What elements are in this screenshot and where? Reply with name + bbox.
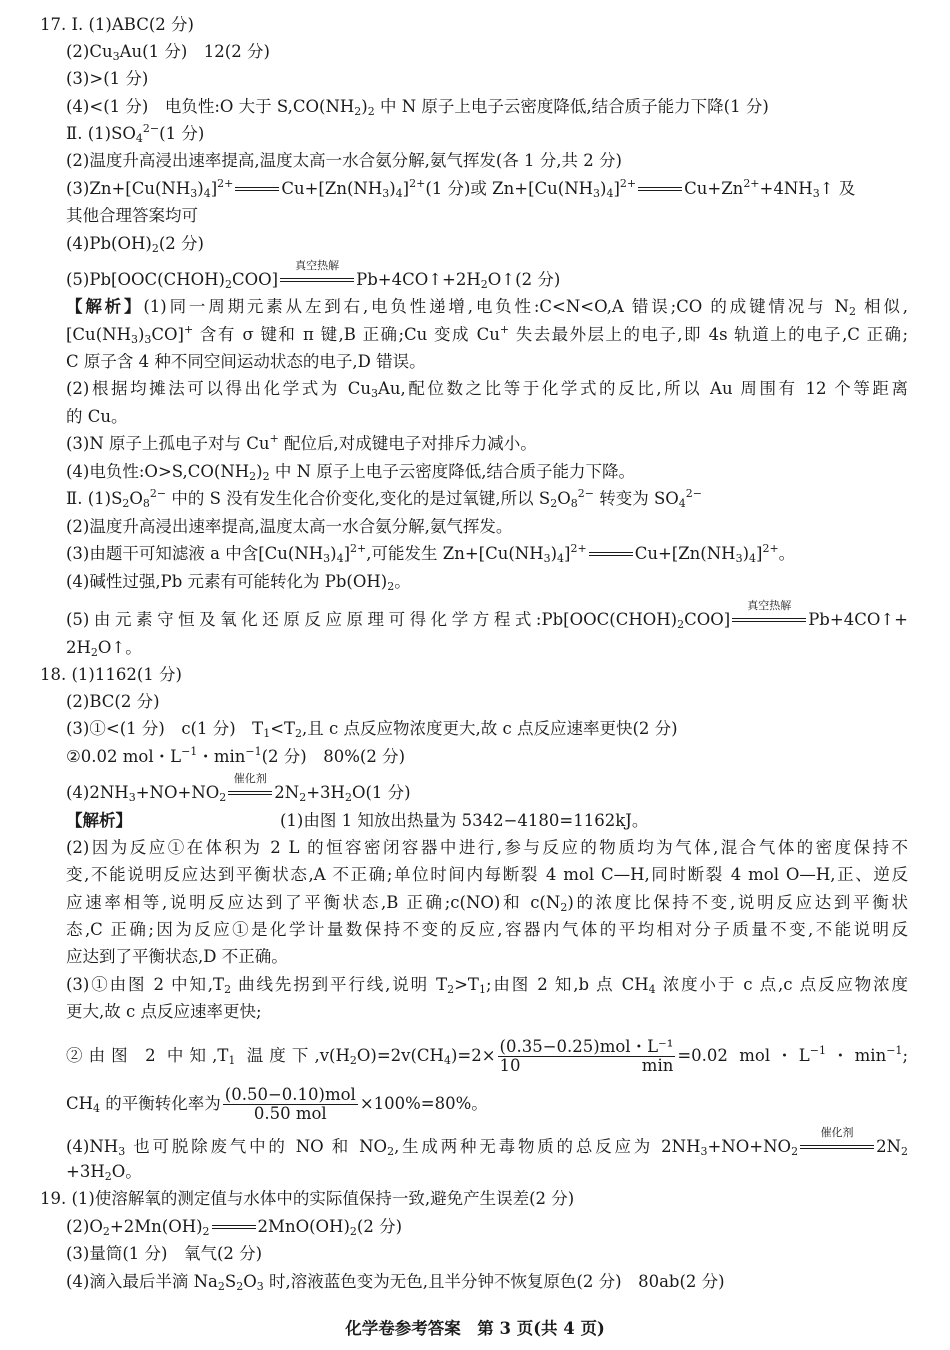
reaction-arrow: 真空热解 (280, 276, 354, 286)
q17-line-8: 其他合理答案均可 (66, 206, 198, 225)
q18-analysis-line-3: 变,不能说明反应达到平衡状态,A 不正确;单位时间内每断裂 4 mol C—H,同时断裂 4 mol O—H,正、逆反 (66, 865, 908, 884)
q18-analysis-line-6: 应达到了平衡状态,D 不正确。 (66, 947, 288, 966)
q17-line-5: Ⅱ. $(1)SO_4^{2-}(1$ 分) (66, 122, 205, 145)
q18-line-1: 18. (1)1162(1 分) (40, 665, 182, 684)
q19-line-3: (3)量筒(1 分) 氧气(2 分) (66, 1244, 263, 1263)
reaction-arrow: 真空热解 (732, 616, 806, 626)
q17-analysis-line-4: (2)根据均摊法可以得出化学式为 $Cu_3Au$,配位数之比等于化学式的反比,所以 Au 周围有 12 个等距离 (66, 379, 908, 400)
q19-line-2: $(2)O_2+2Mn(OH)_2$ $2MnO(OH)_2(2$ 分) (66, 1217, 403, 1238)
q17-analysis-line-2: $[Cu(NH_3)_3CO]^+$ 含有 σ 键和 π 键,B 正确;Cu 变成 Cu+ 失去最外层上的电子,即 4s 轨道上的电子,C 正确; (66, 323, 909, 346)
q18-line-5: $(4)2NH_3+NO+NO_2$ 催化剂 $2N_2+3H_2O(1$ 分) (66, 771, 411, 804)
reaction-arrow (212, 1223, 256, 1233)
reaction-arrow (638, 185, 682, 195)
q17-line-3: (3)>(1 分) (66, 69, 149, 88)
q18-analysis-line-1: 【解析】 (1)由图 1 知放出热量为 5342−4180=1162kJ。 (66, 811, 649, 830)
reaction-arrow: 催化剂 (800, 1143, 874, 1153)
q17-analysis-line-13: $2H_2O↑$。 (66, 638, 142, 659)
q17-analysis-line-12: (5)由元素守恒及氧化还原反应原理可得化学方程式$:Pb[OOC(CHOH)_2COO]$ 真空热解 Pb+4CO↑+ (66, 598, 908, 631)
q18-line-3: (3)①<(1 分) c(1 分) $T_1<T_2$,且 c 点反应物浓度更大,故 c 点反应速率更快(2 分) (66, 719, 678, 740)
q18-analysis-line-4: 应速率相等,说明反应达到了平衡状态,B 正确;c(NO)和 $c(N_2)$的浓度比保持不变,说明反应达到平衡状 (66, 893, 908, 914)
q17-analysis-line-6: (3)N 原子上孤电子对与 Cu+ 配位后,对成键电子对排斥力减小。 (66, 432, 537, 453)
q18-analysis-line-2: (2)因为反应①在体积为 2 L 的恒容密闭容器中进行,参与反应的物质均为气体,混合气体的密度保持不 (66, 838, 908, 857)
q17-analysis-line-9: (2)温度升高浸出速率提高,温度太高一水合氨分解,氨气挥发。 (66, 517, 513, 536)
rate-fraction: $\frac{\text{(0.35−0.25)mol・L⁻¹}}{10 \min}$ (499, 1037, 674, 1075)
q17-line-7: $(3)Zn+[Cu(NH_3)_4]^{2+}$ $Cu+[Zn(NH_3)_4]^{2+}(1$ 分)或 $Zn+[Cu(NH_3)_4]^{2+}$ $Cu+Zn^{2+}+4NH_3↑$ 及 (66, 177, 856, 200)
q17-analysis-line-8: Ⅱ. $(1)S_2O_8^{2-}$ 中的 S 没有发生化合价变化,变化的是过氧键,所以 $S_2O_8^{2-}$ 转变为 $SO_4^{2-}$ (66, 487, 703, 510)
q19-line-1: 19. (1)使溶解氧的测定值与水体中的实际值保持一致,避免产生误差(2 分) (40, 1189, 575, 1208)
q18-analysis-line-10: $CH_4$ 的平衡转化率为 $\frac{\text{(0.50−0.10)mol}}{\text{0.50 mol}}$ ×100%=80%。 (66, 1085, 488, 1123)
conversion-fraction: $\frac{\text{(0.50−0.10)mol}}{\text{0.50 mol}}$ (224, 1085, 356, 1123)
q17-line-2: $(2)Cu_3Au(1$ 分) 12(2 分) (66, 42, 270, 63)
reaction-arrow (235, 185, 279, 195)
q17-analysis-line-1: 【解析】(1)同一周期元素从左到右,电负性递增,电负性:C<N<O,A 错误;CO 的成键情况与 $N_2$ 相似, (66, 297, 908, 318)
q17-line-4: (4)<(1 分) 电负性:O 大于 $S,CO(NH_2)_2$ 中 N 原子上电子云密度降低,结合质子能力下降(1 分) (66, 97, 769, 118)
reaction-arrow: 催化剂 (228, 789, 272, 799)
q18-analysis-line-5: 态,C 正确;因为反应①是化学计量数保持不变的反应,容器内气体的平均相对分子质量不变,不能说明反 (66, 920, 908, 939)
q17-analysis-line-11: (4)碱性过强,Pb 元素有可能转化为 $Pb(OH)_2$。 (66, 572, 411, 593)
q17-analysis-line-5: 的 Cu。 (66, 407, 128, 426)
q18-analysis-line-7: (3)①由图 2 中知$,T_2$ 曲线先拐到平行线,说明 $T_2>T_1$;由图 2 知,b 点 $CH_4$ 浓度小于 c 点,c 点反应物浓度 (66, 975, 908, 996)
q18-line-2: (2)BC(2 分) (66, 692, 160, 711)
q18-analysis-line-9: ②由图 2 中知$,T_1$ 温度下$,v(H_2O)=2v(CH_4)=2\times$ $\frac{\text{(0.35−0.25)mol・L⁻¹}}{10 \min}$ =0.02 mol・$L^{-1}$・$\min^{-1}$; (66, 1037, 908, 1075)
q17-analysis-line-10: (3)由题干可知滤液 a 中含$[Cu(NH_3)_4]^{2+}$,可能发生 $Zn+[Cu(NH_3)_4]^{2+}$ $Cu+[Zn(NH_3)_4]^{2+}$。 (66, 542, 796, 565)
q18-analysis-line-12: $+3H_2O$。 (66, 1162, 142, 1183)
q18-analysis-line-8: 更大,故 c 点反应速率更快; (66, 1002, 262, 1021)
q17-line-9: $(4)Pb(OH)_2(2$ 分) (66, 234, 204, 255)
q17-analysis-line-3: C 原子含 4 种不同空间运动状态的电子,D 错误。 (66, 352, 426, 371)
reaction-arrow (589, 550, 633, 560)
q17-line-10: $(5)Pb[OOC(CHOH)_2COO]$ 真空热解 $Pb+4CO↑+2H_2O↑(2$ 分) (66, 258, 561, 291)
q17-analysis-line-7: (4)电负性$:O>S,CO(NH_2)_2$ 中 N 原子上电子云密度降低,结合质子能力下降。 (66, 462, 636, 483)
q19-line-4: (4)滴入最后半滴 $Na_2S_2O_3$ 时,溶液蓝色变为无色,且半分钟不恢复原色(2 分) 80ab(2 分) (66, 1272, 725, 1293)
q17-line-1: 17. Ⅰ. (1)ABC(2 分) (40, 15, 194, 34)
q18-analysis-line-11: $(4)NH_3$ 也可脱除废气中的 NO 和 $NO_2$,生成两种无毒物质的总反应为 $2NH_3+NO+NO_2$ 催化剂 $2N_2$ (66, 1125, 908, 1158)
q18-line-4: ②0.02 mol・$L^{-1}$・$\min^{-1}(2$ 分) 80%(2 分) (66, 745, 406, 766)
page-footer: 化学卷参考答案 第 3 页(共 4 页) (345, 1319, 605, 1338)
q17-line-6: (2)温度升高浸出速率提高,温度太高一水合氨分解,氨气挥发(各 1 分,共 2 分) (66, 151, 622, 170)
